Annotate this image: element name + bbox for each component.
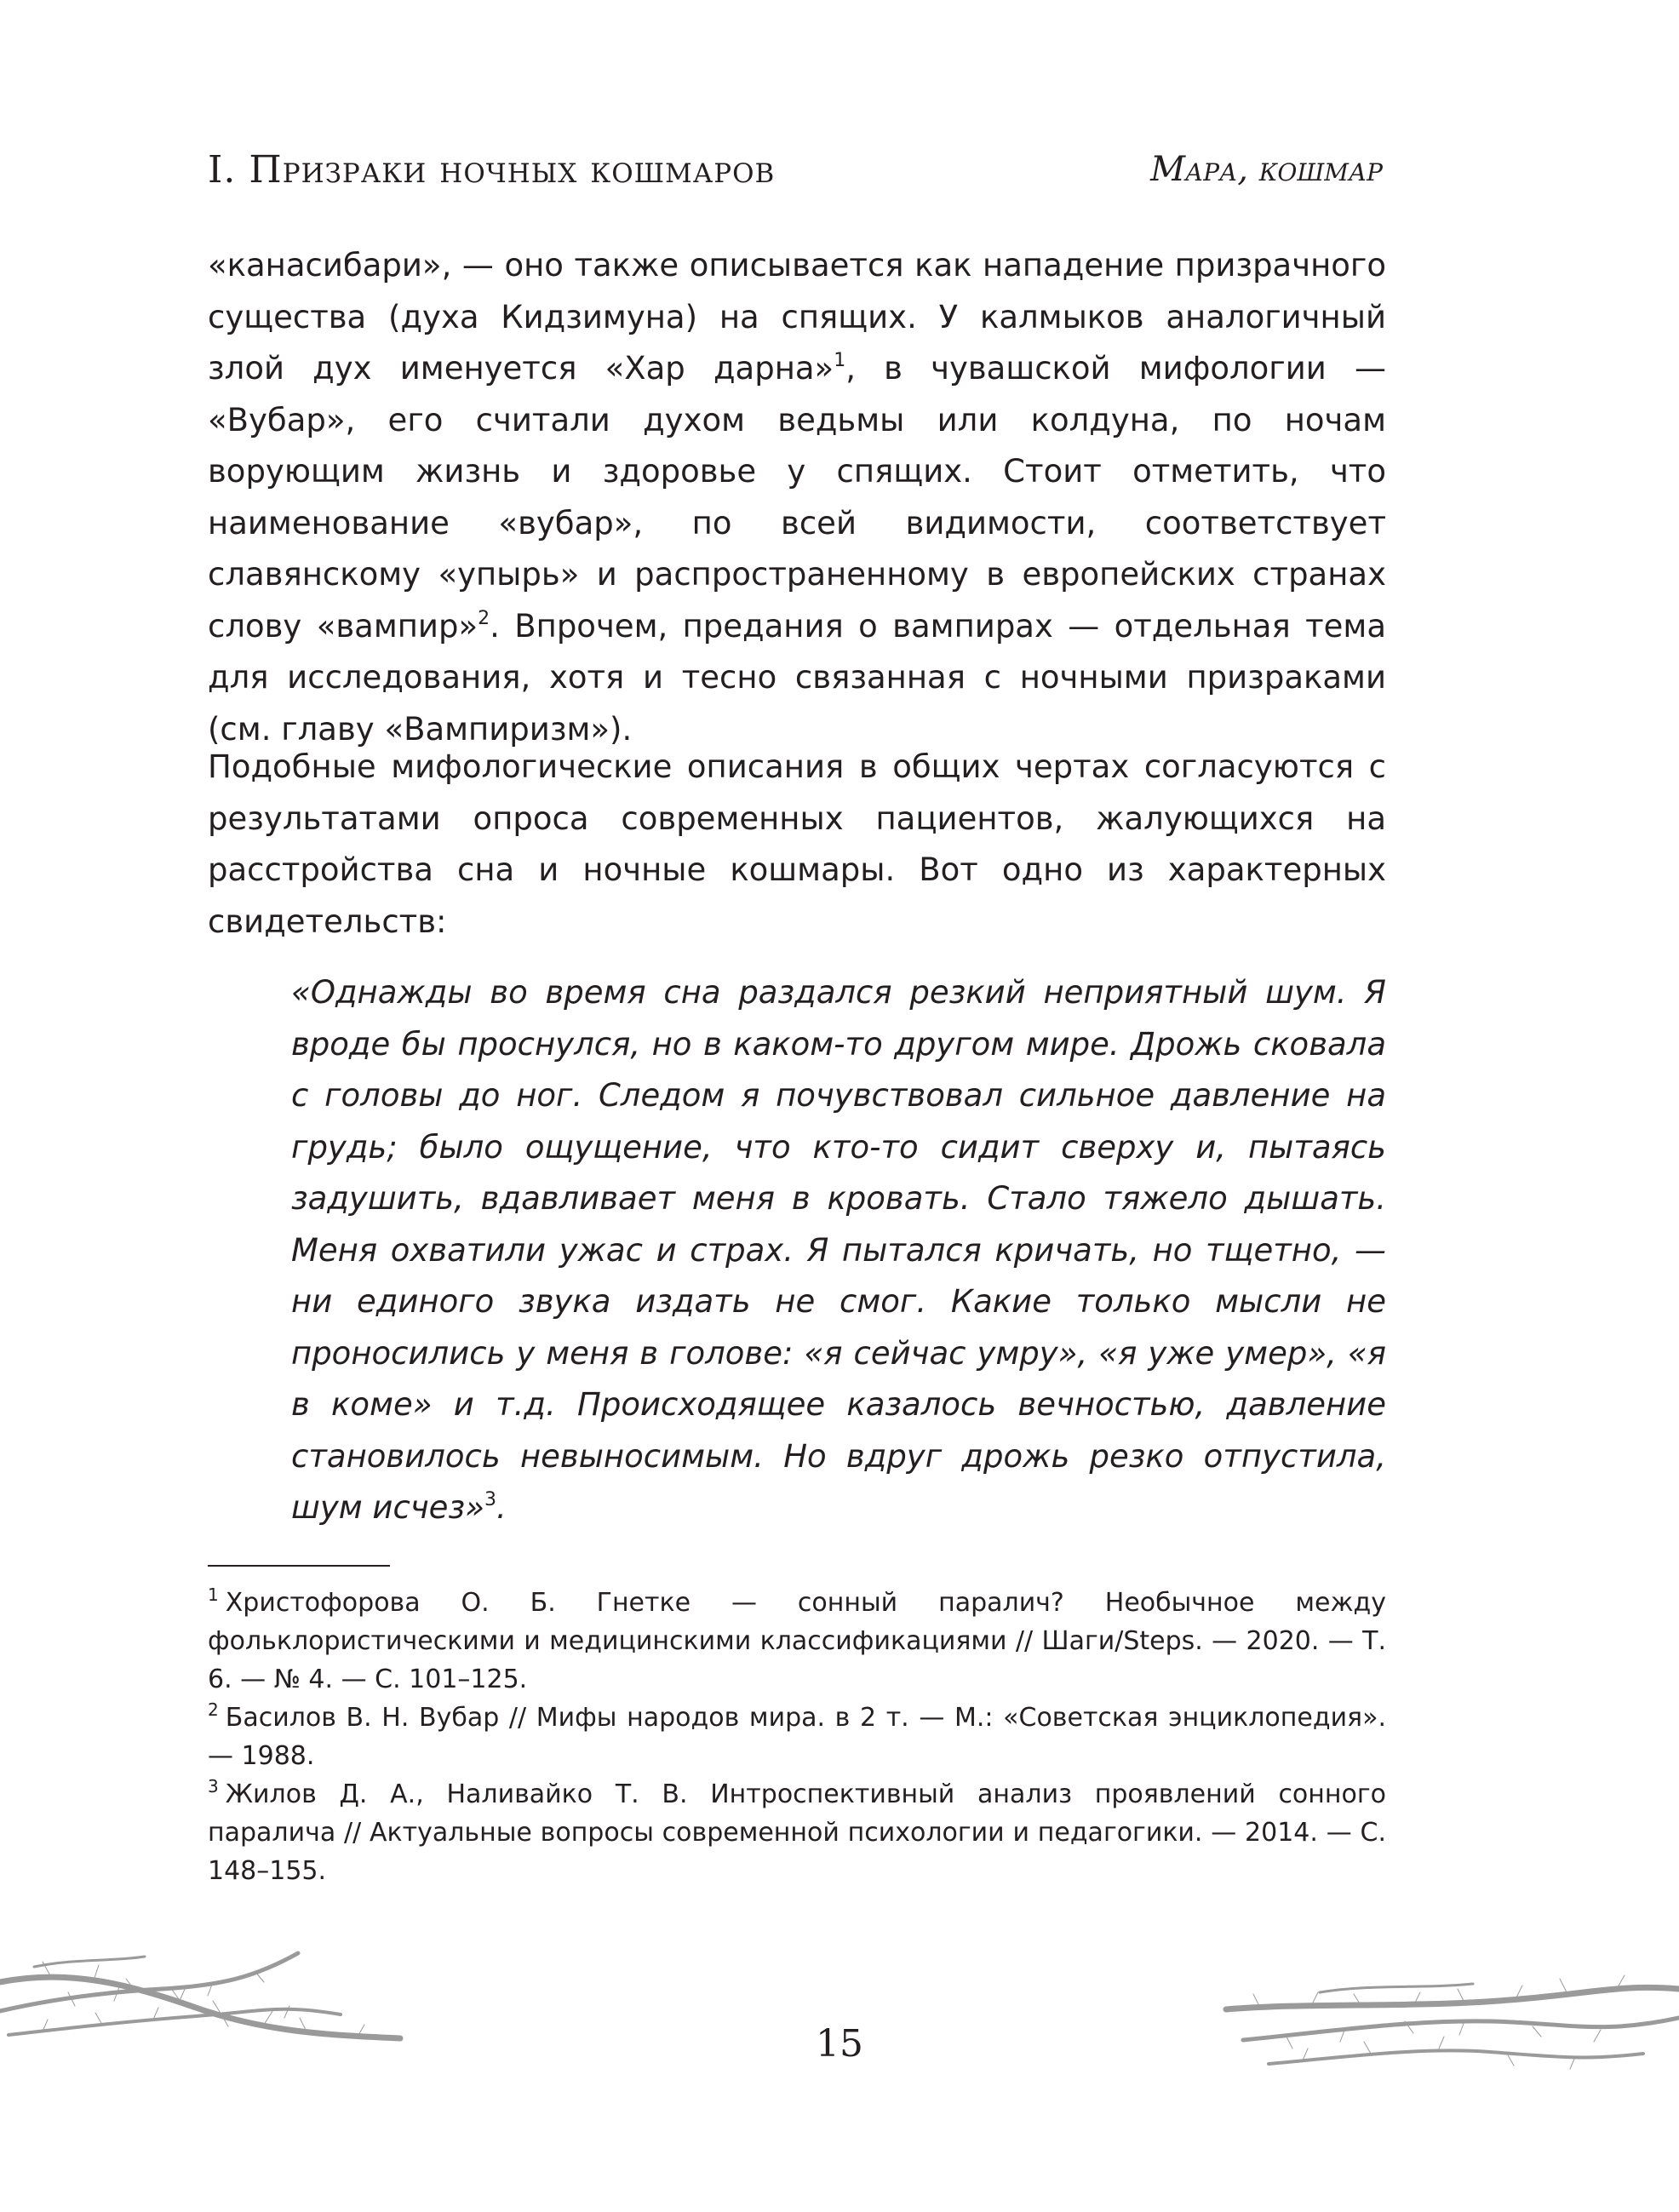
paragraph-1 bbox=[208, 240, 1386, 755]
footnote-number: 2 bbox=[208, 1699, 219, 1720]
footnote-divider bbox=[208, 1565, 390, 1567]
footnote-number: 1 bbox=[208, 1585, 219, 1605]
running-head-section: Мара, кошмар bbox=[1150, 150, 1383, 189]
footnote-text: Христофорова О. Б. Гнетке — сонный паралич? Необычное между фольклористическими и медицинскими классификациями // Шаги/Steps. — 2020. — Т. 6. — № 4. — С. 101–125. bbox=[208, 1588, 1386, 1694]
footnote-text: Басилов В. Н. Вубар // Мифы народов мира. в 2 т. — М.: «Советская энциклопедия». — 1988. bbox=[208, 1703, 1386, 1771]
block-quote-text: «Однажды во время сна раздался резкий неприятный шум. Я вроде бы проснулся, но в каком-то другом мире. Дрожь сковала с головы до ног. Следом я почувствовал сильное давление на грудь; было ощущение, что кто-то сидит сверху и, пытаясь задушить, вдавливает меня в кровать. Стало тяжело дышать. Меня охватили ужас и страх. Я пытался кричать, но тщетно, — ни единого звука издать не смог. Какие только мысли не проносились у меня в голове: «я сейчас умру», «я уже умер», «я в коме» и т.д. Происходящее казалось вечностью, давление становилось невыносимым. Но вдруг дрожь резко отпустила, шум исчез» bbox=[291, 974, 1386, 1526]
footnote-ref-2[interactable]: 2 bbox=[478, 607, 490, 629]
paragraph-1-part-2: , в чувашской мифологии — «Вубар», его считали духом ведьмы или колдуна, по ночам ворующим жизнь и здоровье у спящих. Стоит отметить, что наименование «вубар», по всей видимости, соответствует славянскому «упырь» и распространенному в европейских странах слову «вампир» bbox=[208, 350, 1386, 645]
paragraph-1-part-3: . Впрочем, предания о вампирах — отдельная тема для исследования, хотя и тесно связанная с ночными призраками (см. главу «Вампиризм»). bbox=[208, 607, 1387, 748]
footnote-1 bbox=[208, 1584, 1386, 1699]
footnotes bbox=[208, 1584, 1386, 1890]
footnote-ref-1[interactable]: 1 bbox=[834, 350, 846, 371]
footnote-text: Жилов Д. А., Наливайко Т. В. Интроспективный анализ проявлений сонного паралича // Актуальные вопросы современной психологии и педагогики. — 2014. — С. 148–155. bbox=[208, 1779, 1386, 1886]
footnote-2 bbox=[208, 1699, 1386, 1775]
footnote-number: 3 bbox=[208, 1776, 219, 1797]
paragraph-2: Подобные мифологические описания в общих чертах согласуются с результатами опроса современных пациентов, жалующихся на расстройства сна и ночные кошмары. Вот одно из характерных свидетельств: bbox=[208, 748, 1386, 940]
page-number: 15 bbox=[816, 2022, 863, 2066]
running-head-chapter: I. Призраки ночных кошмаров bbox=[208, 148, 776, 192]
block-quote: «Однажды во время сна раздался резкий неприятный шум. Я вроде бы проснулся, но в каком-то другом мире. Дрожь сковала с головы до ног. Следом я почувствовал сильное давление на грудь; было ощущение, что кто-то сидит сверху и, пытаясь задушить, вдавливает меня в кровать. Стало тяжело дышать. Меня охватили ужас и страх. Я пытался кричать, но тщетно, — ни единого звука издать не смог. Какие только мысли не проносились у меня в голове: «я сейчас умру», «я уже умер», «я в коме» и т.д. Происходящее казалось вечностью, давление становилось невыносимым. Но вдруг дрожь резко отпустила, шум исчез»$^3$. bbox=[291, 974, 1386, 1526]
footnote-3 bbox=[208, 1775, 1386, 1890]
paragraph-1-part-1: «канасибари», — оно также описывается как нападение призрачного существа (духа Кидзимуна) на спящих. У калмыков аналогичный злой дух именуется «Хар дарна» bbox=[208, 247, 1386, 387]
footnote-ref-3[interactable]: 3 bbox=[484, 1489, 496, 1510]
